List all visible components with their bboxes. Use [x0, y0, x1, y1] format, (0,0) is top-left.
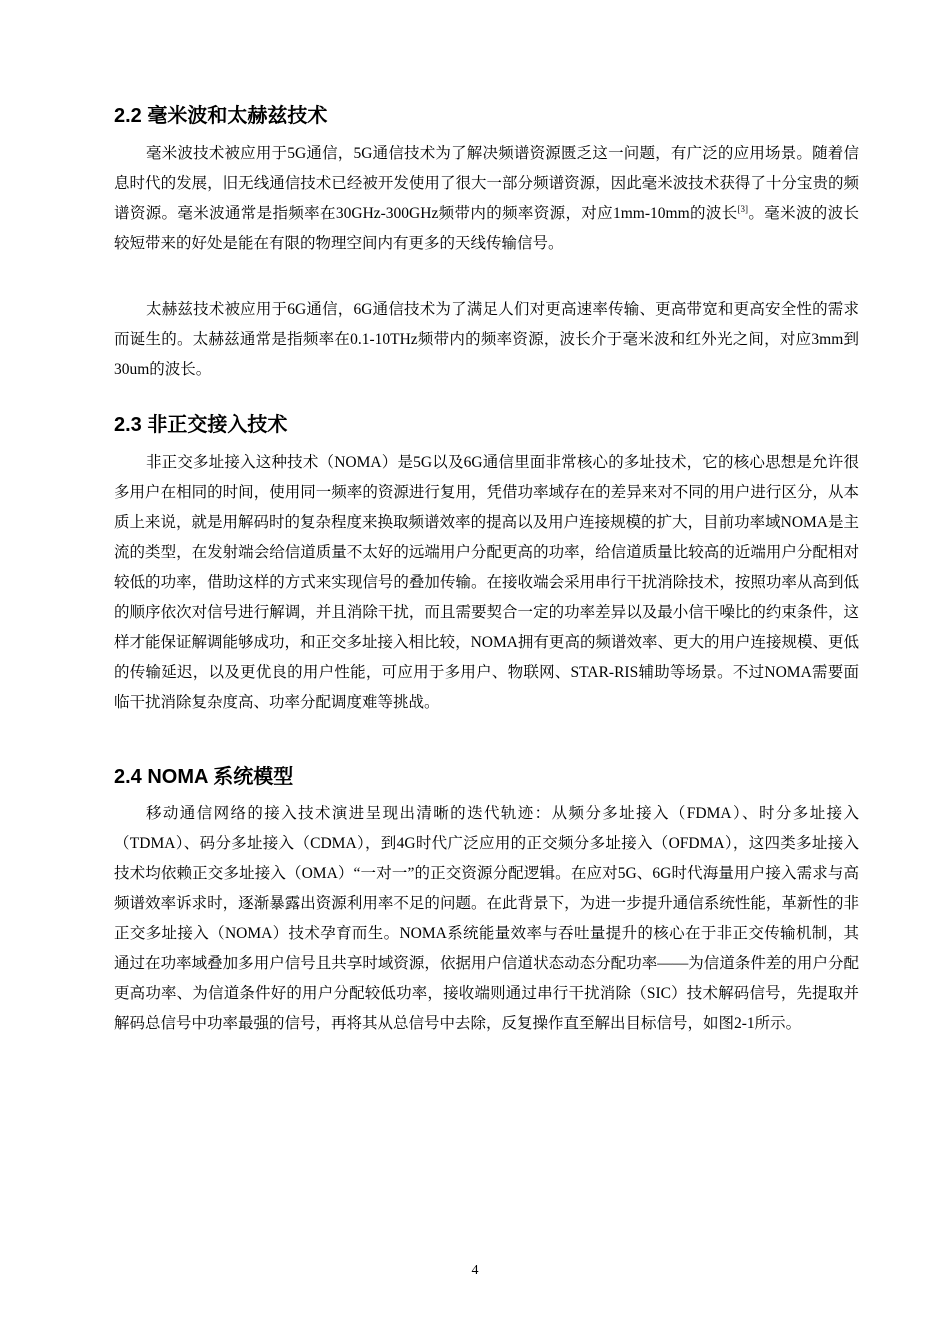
section-heading-2-3: 2.3 非正交接入技术 [114, 414, 288, 436]
page-number: 4 [471, 1263, 479, 1278]
paragraph-noma-model: 移动通信网络的接入技术演进呈现出清晰的迭代轨迹：从频分多址接入（FDMA）、时分多址接入（TDMA）、码分多址接入（CDMA），到4G时代广泛应用的正交频分多址接入（OFDMA），这四类多址接入技术均依赖正交多址接入（OMA）“一对一”的正交资源分配逻辑。在应对5G、6G时代海量用户接入需求与高频谱效率诉求时，逐渐暴露出资源利用率不足的问题。在此背景下，为进一步提升通信系统性能，革新性的非正交多址接入（NOMA）技术孕育而生。NOMA系统能量效率与吞吐量提升的核心在于非正交传输机制，其通过在功率域叠加多用户信号且共享时域资源，依据用户信道状态动态分配功率——为信道条件差的用户分配更高功率、为信道条件好的用户分配较低功率，接收端则通过串行干扰消除（SIC）技术解码信号，先提取并解码总信号中功率最强的信号，再将其从总信号中去除，反复操作直至解出目标信号，如图2-1所示。 [114, 805, 859, 1032]
paragraph-text: 毫米波技术被应用于5G通信，5G通信技术为了解决频谱资源匮乏这一问题，有广泛的应用场景。随着信息时代的发展，旧无线通信技术已经被开发使用了很大一部分频谱资源，因此毫米波技术获得了十分宝贵的频谱资源。毫米波通常是指频率在30GHz-300GHz频带内的频率资源，对应1mm-10mm的波长 [114, 145, 859, 222]
section-heading-2-4: 2.4 NOMA 系统模型 [114, 766, 294, 788]
paragraph-text: 。毫米波的波长较短带来的好处是能在有限的物理空间内有更多的天线传输信号。 [114, 205, 859, 252]
citation-reference: [3] [737, 203, 749, 214]
section-heading-2-2: 2.2 毫米波和太赫兹技术 [114, 105, 328, 127]
paragraph-noma-tech: 非正交多址接入这种技术（NOMA）是5G以及6G通信里面非常核心的多址技术，它的核心思想是允许很多用户在相同的时间，使用同一频率的资源进行复用，凭借功率域存在的差异来对不同的用户进行区分，从本质上来说，就是用解码时的复杂程度来换取频谱效率的提高以及用户连接规模的扩大，目前功率域NOMA是主流的类型，在发射端会给信道质量不太好的远端用户分配更高的功率，给信道质量比较高的近端用户分配相对较低的功率，借助这样的方式来实现信号的叠加传输。在接收端会采用串行干扰消除技术，按照功率从高到低的顺序依次对信号进行解调，并且消除干扰，而且需要契合一定的功率差异以及最小信干噪比的约束条件，这样才能保证解调能够成功，和正交多址接入相比较，NOMA拥有更高的频谱效率、更大的用户连接规模、更低的传输延迟，以及更优良的用户性能，可应用于多用户、物联网、STAR-RIS辅助等场景。不过NOMA需要面临干扰消除复杂度高、功率分配调度难等挑战。 [114, 454, 859, 711]
paragraph-terahertz: 太赫兹技术被应用于6G通信，6G通信技术为了满足人们对更高速率传输、更高带宽和更高安全性的需求而诞生的。太赫兹通常是指频率在0.1-10THz频带内的频率资源，波长介于毫米波和红外光之间，对应3mm到30um的波长。 [114, 301, 859, 378]
paragraph-millimeter-wave [114, 139, 859, 259]
